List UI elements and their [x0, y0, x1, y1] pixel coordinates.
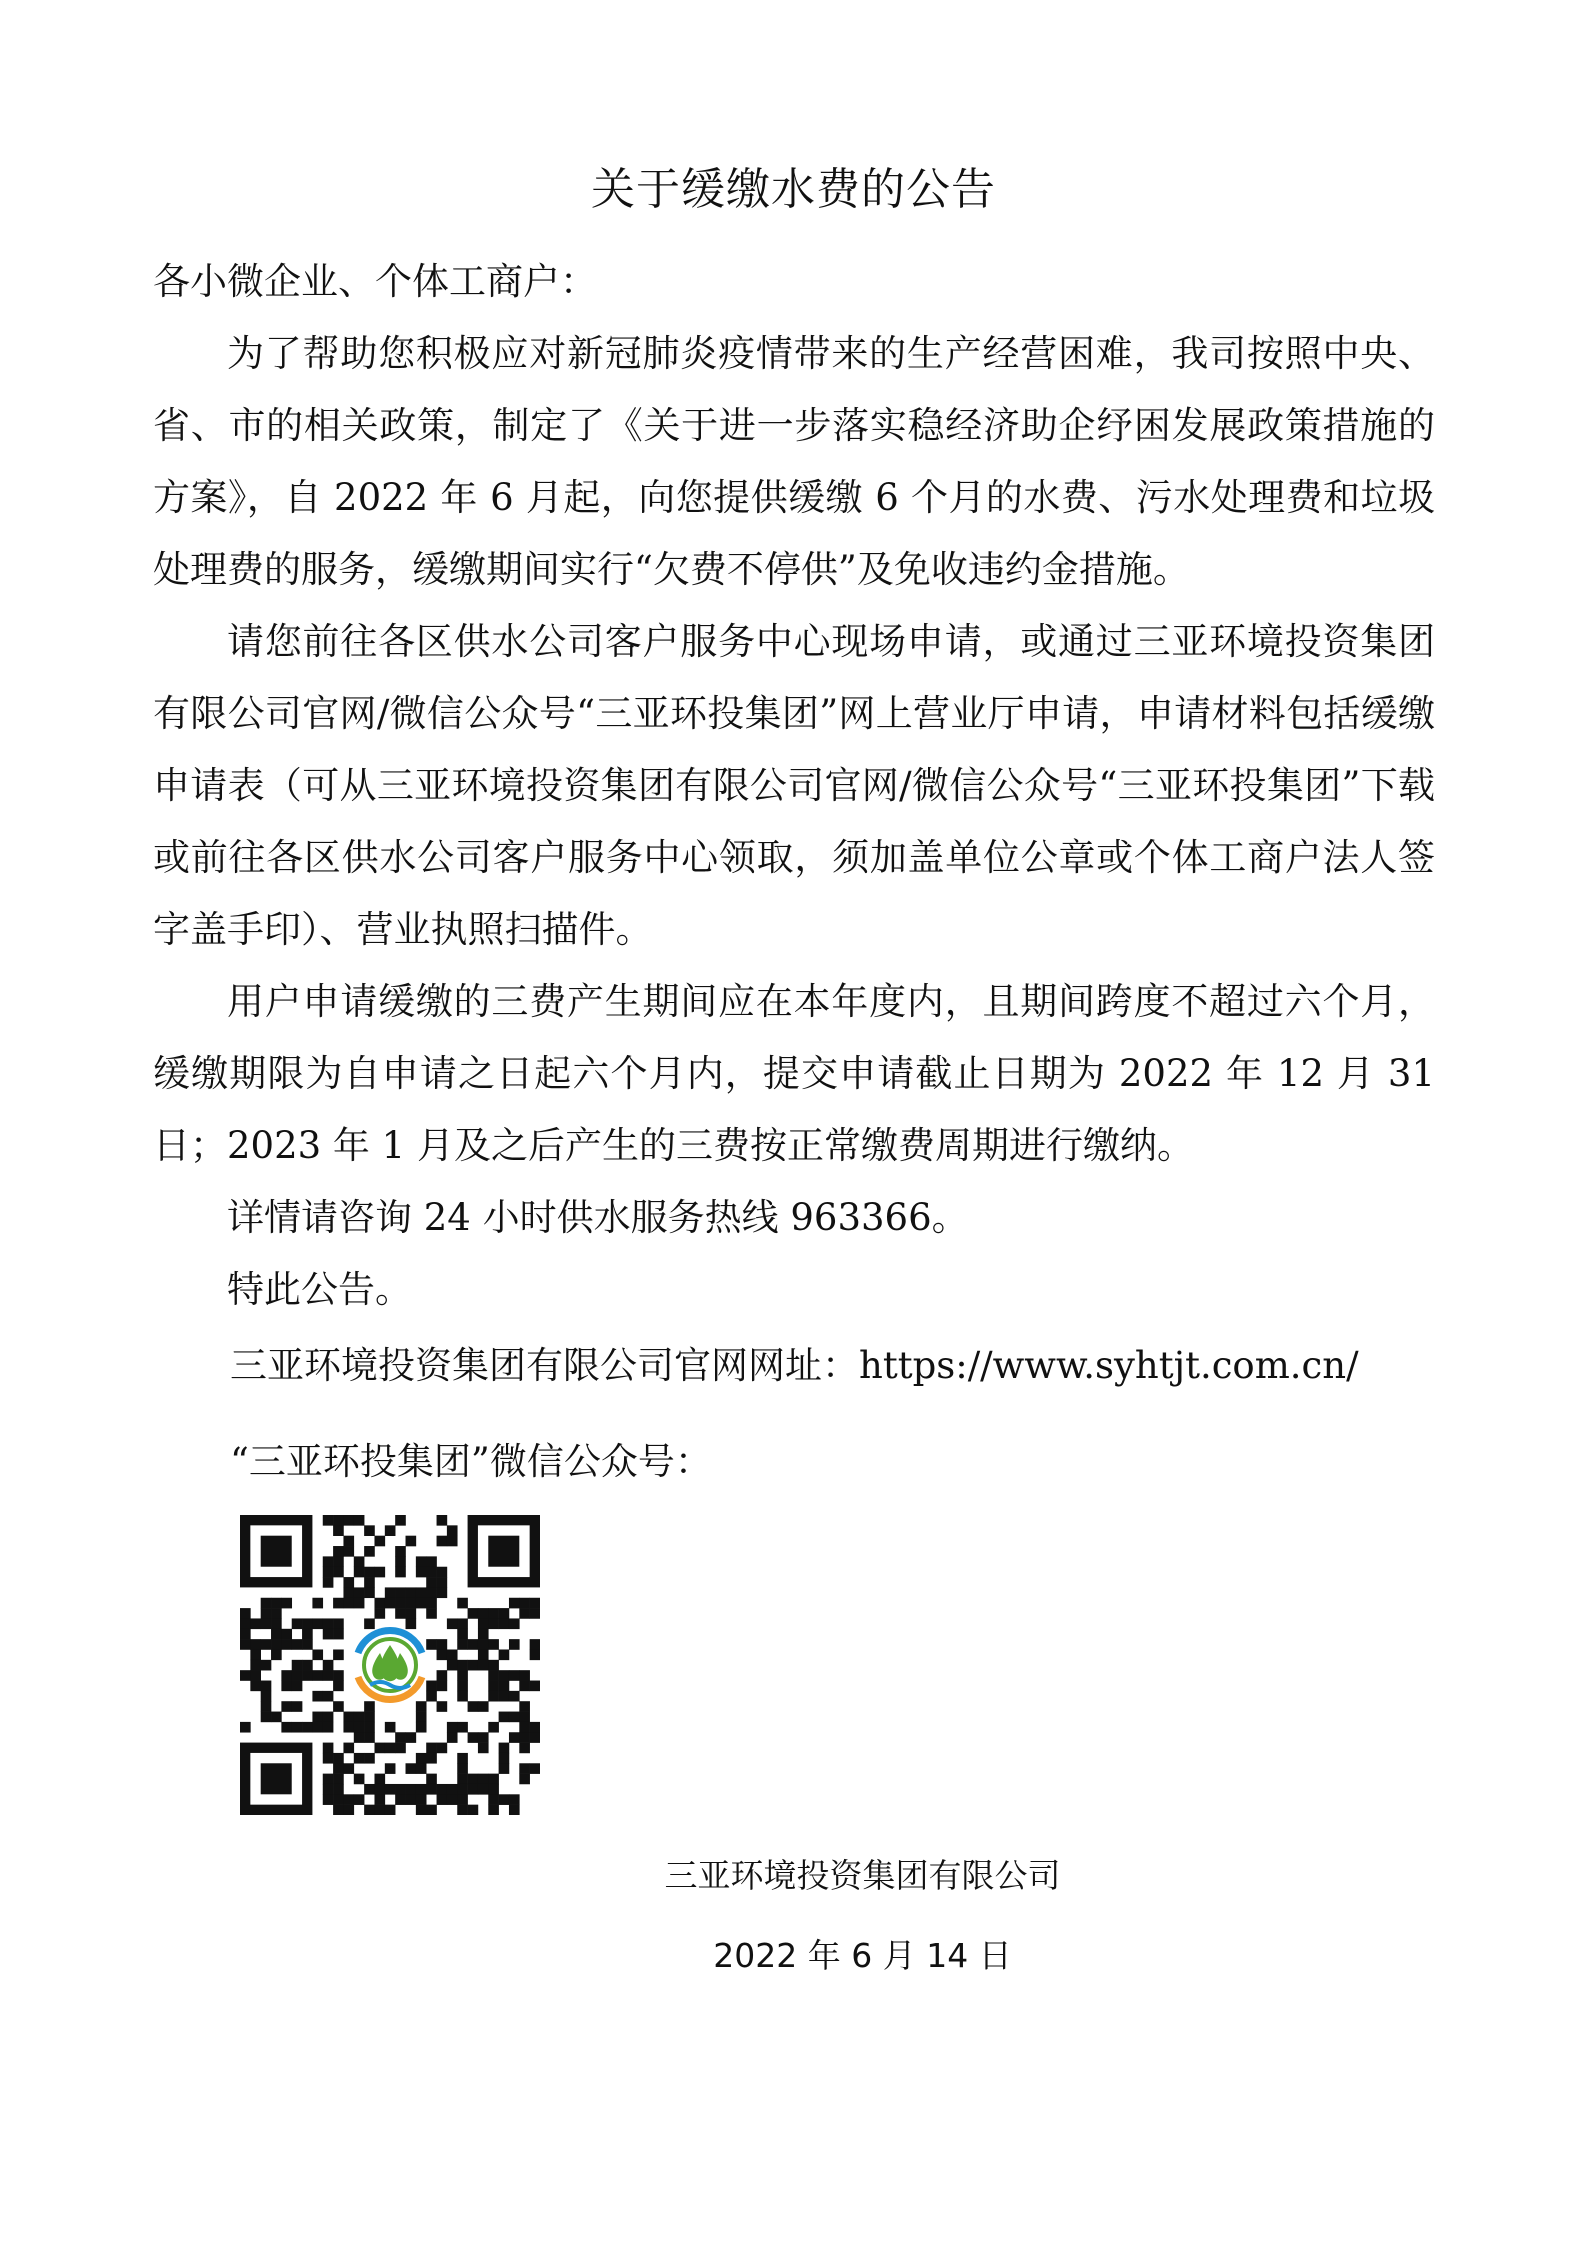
notice-paragraph-closing: 特此公告。 — [227, 1268, 412, 1311]
notice-paragraph-period: 用户申请缓缴的三费产生期间应在本年度内，且期间跨度不超过六个月，缓缴期限为自申请之日起六个月内，提交申请截止日期为 2022 年 12 月 31 日；2023 年 1 月及之后产生的三费按正常缴费周期进行缴纳。 — [153, 980, 1435, 1167]
website-line: 三亚环境投资集团有限公司官网网址：https://www.syhtjt.com.cn/ — [230, 1344, 1359, 1387]
notice-paragraph-policy: 为了帮助您积极应对新冠肺炎疫情带来的生产经营困难，我司按照中央、省、市的相关政策，制定了《关于进一步落实稳经济助企纾困发展政策措施的方案》，自 2022 年 6 月起，向您提供缓缴 6 个月的水费、污水处理费和垃圾处理费的服务，缓缴期间实行“欠费不停供”及免收违约金措施。 — [153, 332, 1435, 591]
water-drop-logo-icon — [356, 1630, 424, 1699]
notice-paragraph-application: 请您前往各区供水公司客户服务中心现场申请，或通过三亚环境投资集团有限公司官网/微信公众号“三亚环投集团”网上营业厅申请，申请材料包括缓缴申请表（可从三亚环境投资集团有限公司官网/微信公众号“三亚环投集团”下载或前往各区供水公司客户服务中心领取，须加盖单位公章或个体工商户法人签字盖手印）、营业执照扫描件。 — [153, 620, 1435, 951]
signature-date: 2022 年 6 月 14 日 — [713, 1936, 1012, 1975]
notice-greeting: 各小微企业、个体工商户： — [153, 260, 597, 303]
notice-body — [153, 246, 1435, 1326]
wechat-account-label: “三亚环投集团”微信公众号： — [230, 1440, 712, 1483]
signature-company: 三亚环境投资集团有限公司 — [664, 1856, 1061, 1895]
notice-title: 关于缓缴水费的公告 — [591, 164, 996, 215]
qr-code-icon — [240, 1515, 540, 1815]
notice-paragraph-hotline: 详情请咨询 24 小时供水服务热线 963366。 — [227, 1196, 969, 1239]
